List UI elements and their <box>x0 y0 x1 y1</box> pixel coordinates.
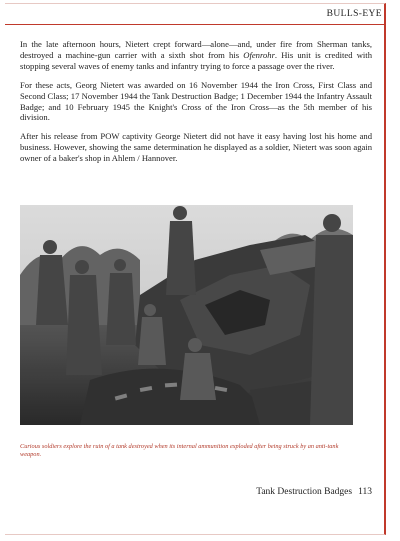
page-footer <box>256 487 372 497</box>
body-text <box>20 39 372 172</box>
figure-caption: Curious soldiers explore the ruin of a tank destroyed when its internal ammunition exploded after being struck by an anti-tank weapon. <box>20 443 339 458</box>
running-head: BULLS-EYE <box>326 9 382 19</box>
paragraph: After his release from POW captivity George Nietert did not have it easy having lost his home and business. However, showing the same determination he displayed as a soldier, Nietert was soon again owner of a baker's shop in Ahlem / Hannover. <box>20 131 372 164</box>
page-number: 113 <box>358 487 372 497</box>
foreign-term: Ofenrohr <box>243 49 275 60</box>
header-rule <box>5 24 384 25</box>
paragraph: For these acts, Georg Nietert was awarded on 16 November 1944 the Iron Cross, First Class and Second Class; 17 November 1944 the Tank Destruction Badge; 1 December 1944 the Infantry Assault Badge; and 10 February 1945 the Knight's Cross of the Iron Cross—as the 5th member of his division. <box>20 79 372 123</box>
section-title: Tank Destruction Badges <box>256 487 353 497</box>
paragraph: In the late afternoon hours, Nietert crept forward—alone—and, under fire from Sherman tanks, destroyed a machine-gun carrier with a sixth shot from his Ofenrohr. His unit is credited with stopping several waves of enemy tanks and infantry trying to force a passage over the river. <box>20 39 372 71</box>
photo-destroyed-tank <box>20 205 353 425</box>
